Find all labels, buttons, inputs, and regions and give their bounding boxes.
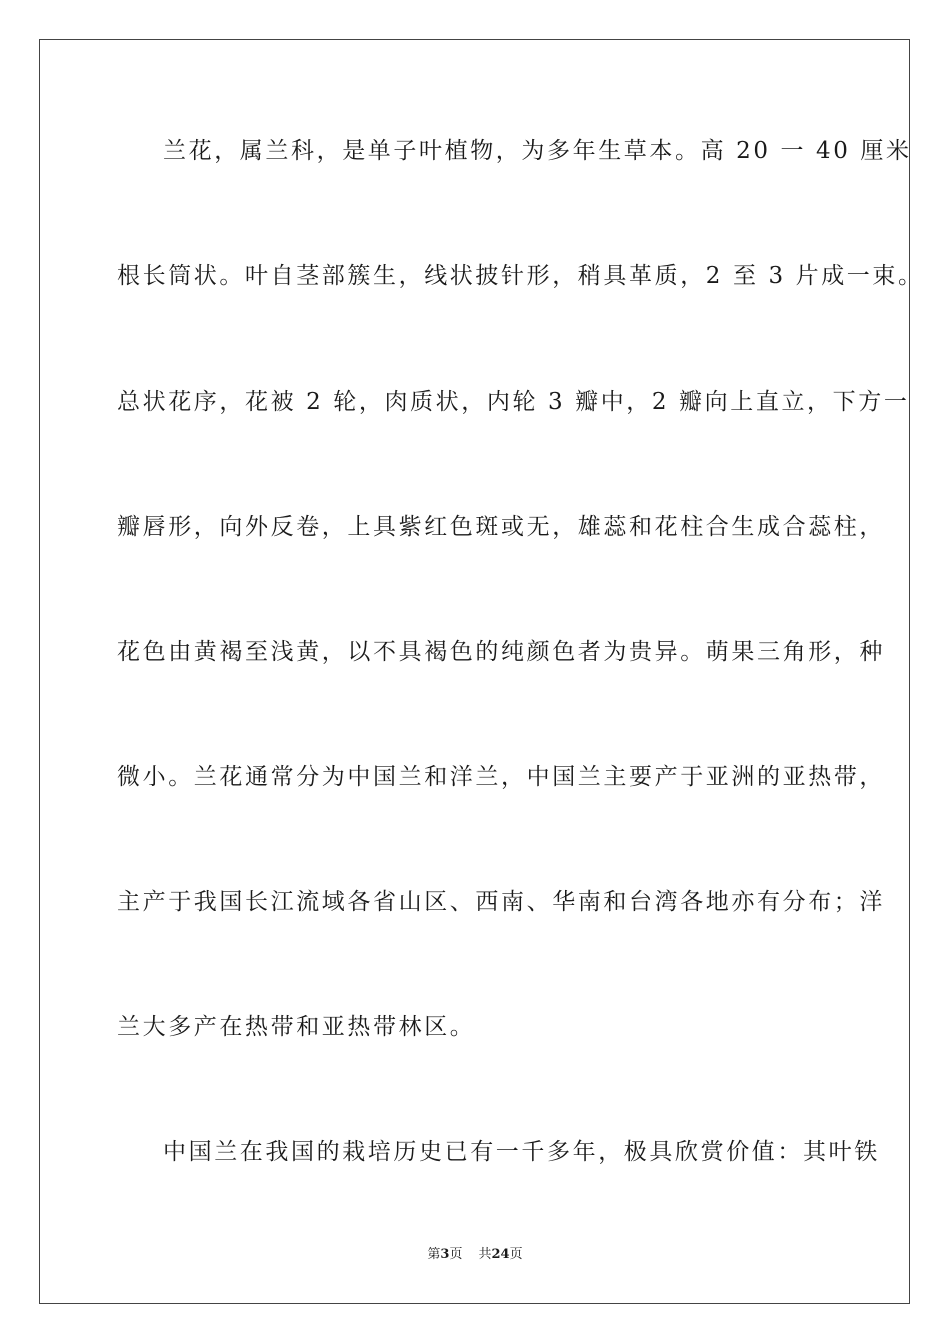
text-line-8: 兰大多产在热带和亚热带林区。 — [117, 1014, 476, 1040]
total-suffix: 页 — [509, 1247, 523, 1262]
text-line-6: 微小。兰花通常分为中国兰和洋兰，中国兰主要产于亚洲的亚热带， — [117, 764, 885, 790]
text-line-4: 瓣唇形，向外反卷，上具紫红色斑或无，雄蕊和花柱合生成合蕊柱， — [117, 514, 885, 540]
text-line-2: 根长筒状。叶自茎部簇生，线状披针形，稍具革质，2 至 3 片成一束。 — [117, 263, 924, 289]
text-line-1: 兰花，属兰科，是单子叶植物，为多年生草本。高 20 一 40 厘米 — [163, 138, 912, 164]
page-suffix: 页 — [449, 1247, 463, 1262]
total-page-number: 24 — [491, 1247, 510, 1262]
text-line-3: 总状花序，花被 2 轮，肉质状，内轮 3 瓣中，2 瓣向上直立，下方一 — [117, 389, 910, 415]
page-border — [39, 39, 924, 1304]
page-footer — [0, 1245, 950, 1265]
text-line-7: 主产于我国长江流域各省山区、西南、华南和台湾各地亦有分布；洋 — [117, 889, 885, 915]
page-prefix: 第 — [427, 1247, 441, 1262]
text-line-9: 中国兰在我国的栽培历史已有一千多年，极具欣赏价值：其叶铁 — [163, 1139, 880, 1165]
current-page-number: 3 — [440, 1247, 450, 1262]
text-line-5: 花色由黄褐至浅黄，以不具褐色的纯颜色者为贵异。萌果三角形，种 — [117, 639, 885, 665]
total-prefix: 共 — [478, 1247, 492, 1262]
